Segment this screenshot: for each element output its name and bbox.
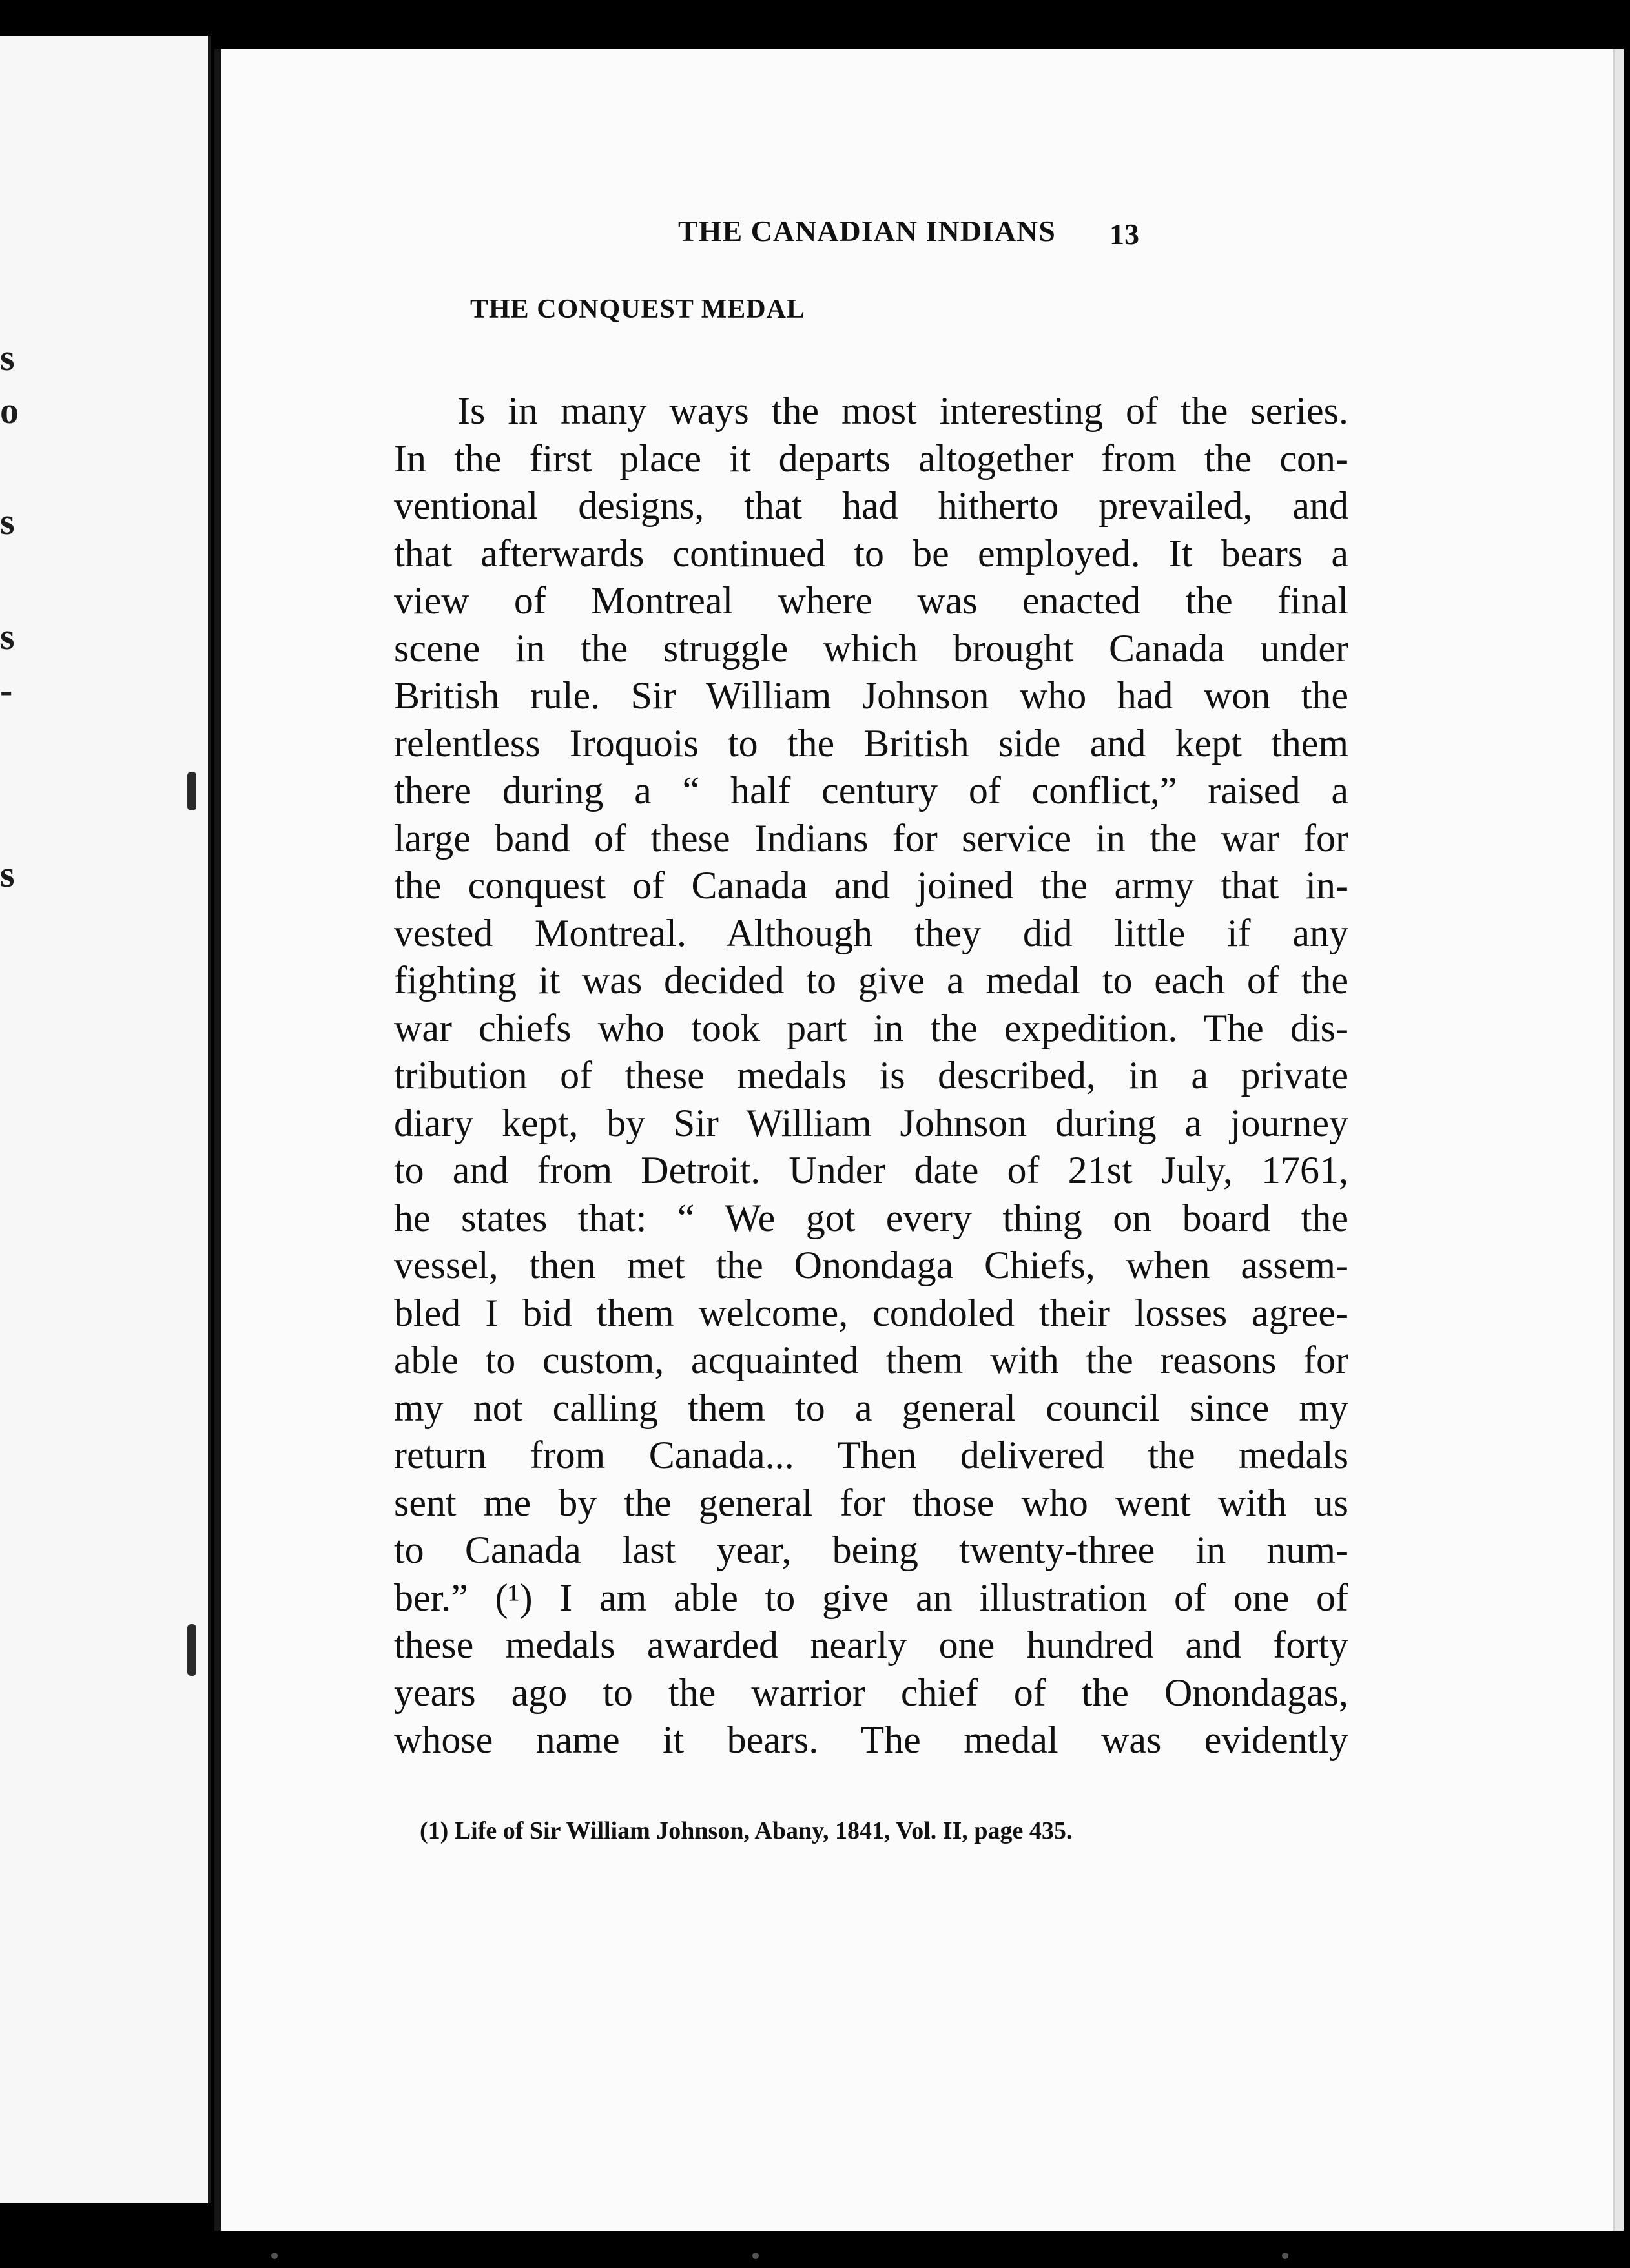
text-line: vested Montreal. Although they did little if any xyxy=(394,911,1348,954)
text-line: ber.” (¹) I am able to give an illustration of one of xyxy=(394,1576,1348,1619)
scan-speck xyxy=(1282,2253,1288,2259)
text-line: whose name it bears. The medal was evidently xyxy=(394,1718,1348,1761)
scan-speck xyxy=(271,2253,278,2259)
text-line: to and from Detroit. Under date of 21st July, 1761, xyxy=(394,1149,1348,1191)
facing-page-edge-letter: o xyxy=(0,389,19,431)
text-line: Is in many ways the most interesting of the series. xyxy=(457,389,1348,432)
text-line: view of Montreal where was enacted the final xyxy=(394,579,1348,622)
text-line: that afterwards continued to be employed. It bears a xyxy=(394,531,1348,575)
text-line: British rule. Sir William Johnson who had won the xyxy=(394,674,1348,717)
facing-page-edge-letter: s xyxy=(0,336,15,378)
text-line: relentless Iroquois to the British side and kept them xyxy=(394,721,1348,765)
text-line: large band of these Indians for service in the war for xyxy=(394,816,1348,860)
text-line: scene in the struggle which brought Canada under xyxy=(394,626,1348,670)
text-line: vessel, then met the Onondaga Chiefs, when assem- xyxy=(394,1244,1348,1286)
text-line: able to custom, acquainted them with the reasons for xyxy=(394,1339,1348,1381)
binding-mark xyxy=(187,772,196,810)
text-line: diary kept, by Sir William Johnson during a journey xyxy=(394,1101,1348,1144)
page-edge-shadow xyxy=(1613,49,1624,2231)
body-paragraph xyxy=(394,387,1348,1764)
text-line: return from Canada... Then delivered the medals xyxy=(394,1434,1348,1476)
text-line: to Canada last year, being twenty-three in num- xyxy=(394,1529,1348,1571)
text-line: war chiefs who took part in the expedition. The dis- xyxy=(394,1006,1348,1049)
text-line: these medals awarded nearly one hundred and forty xyxy=(394,1624,1348,1666)
text-line: sent me by the general for those who went with us xyxy=(394,1481,1348,1524)
facing-page-edge-letter: s xyxy=(0,853,15,895)
binding-mark xyxy=(187,1624,196,1676)
text-line: years ago to the warrior chief of the Onondagas, xyxy=(394,1671,1348,1714)
text-line: In the first place it departs altogether from the con- xyxy=(394,437,1348,480)
text-line: there during a “ half century of conflict,” raised a xyxy=(394,769,1348,812)
text-line: he states that: “ We got every thing on board the xyxy=(394,1196,1348,1239)
facing-page-edge-letter: s xyxy=(0,615,15,657)
text-line: the conquest of Canada and joined the army that in- xyxy=(394,864,1348,907)
text-line: fighting it was decided to give a medal to each of the xyxy=(394,959,1348,1002)
footnote: (1) Life of Sir William Johnson, Abany, 1841, Vol. II, page 435. xyxy=(420,1817,1073,1844)
text-line: my not calling them to a general council since my xyxy=(394,1386,1348,1429)
text-line: ventional designs, that had hitherto prevailed, and xyxy=(394,484,1348,527)
page-number: 13 xyxy=(1109,218,1139,251)
facing-page xyxy=(0,36,211,2203)
section-title: THE CONQUEST MEDAL xyxy=(470,294,805,324)
facing-page-edge-letter: s xyxy=(0,500,15,542)
text-line: bled I bid them welcome, condoled their losses agree- xyxy=(394,1291,1348,1334)
scan-speck xyxy=(752,2253,759,2259)
facing-page-edge-letter: - xyxy=(0,669,13,711)
text-line: tribution of these medals is described, in a private xyxy=(394,1054,1348,1097)
running-head: THE CANADIAN INDIANS xyxy=(678,214,1056,247)
